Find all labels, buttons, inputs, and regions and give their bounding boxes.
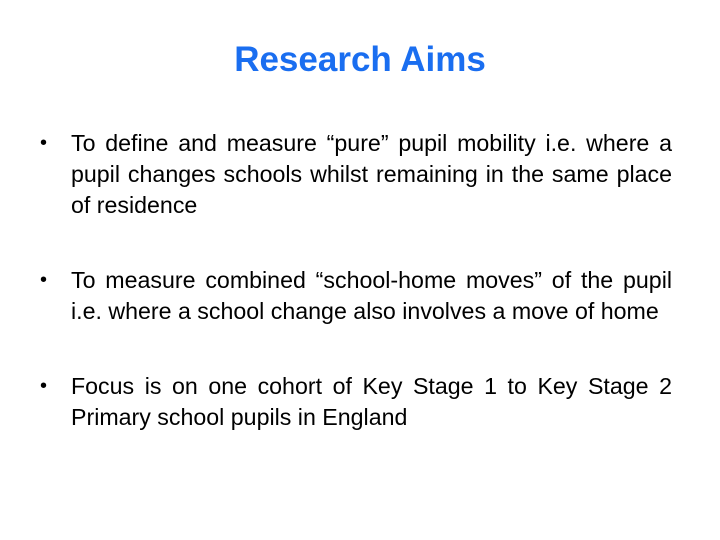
slide-title: Research Aims xyxy=(234,40,486,79)
bullet-item xyxy=(40,128,672,221)
bullet-marker: • xyxy=(40,375,48,397)
bullet-item xyxy=(40,371,672,433)
bullet-item xyxy=(40,265,672,327)
bullet-text: To measure combined “school-home moves” of the pupil i.e. where a school change also involves a move of home xyxy=(71,267,672,324)
bullet-list xyxy=(40,128,672,433)
bullet-marker: • xyxy=(40,132,48,154)
bullet-text: To define and measure “pure” pupil mobility i.e. where a pupil changes schools whilst remaining in the same place of residence xyxy=(71,130,672,218)
bullet-text: Focus is on one cohort of Key Stage 1 to Key Stage 2 Primary school pupils in England xyxy=(71,373,672,430)
bullet-marker: • xyxy=(40,269,48,291)
